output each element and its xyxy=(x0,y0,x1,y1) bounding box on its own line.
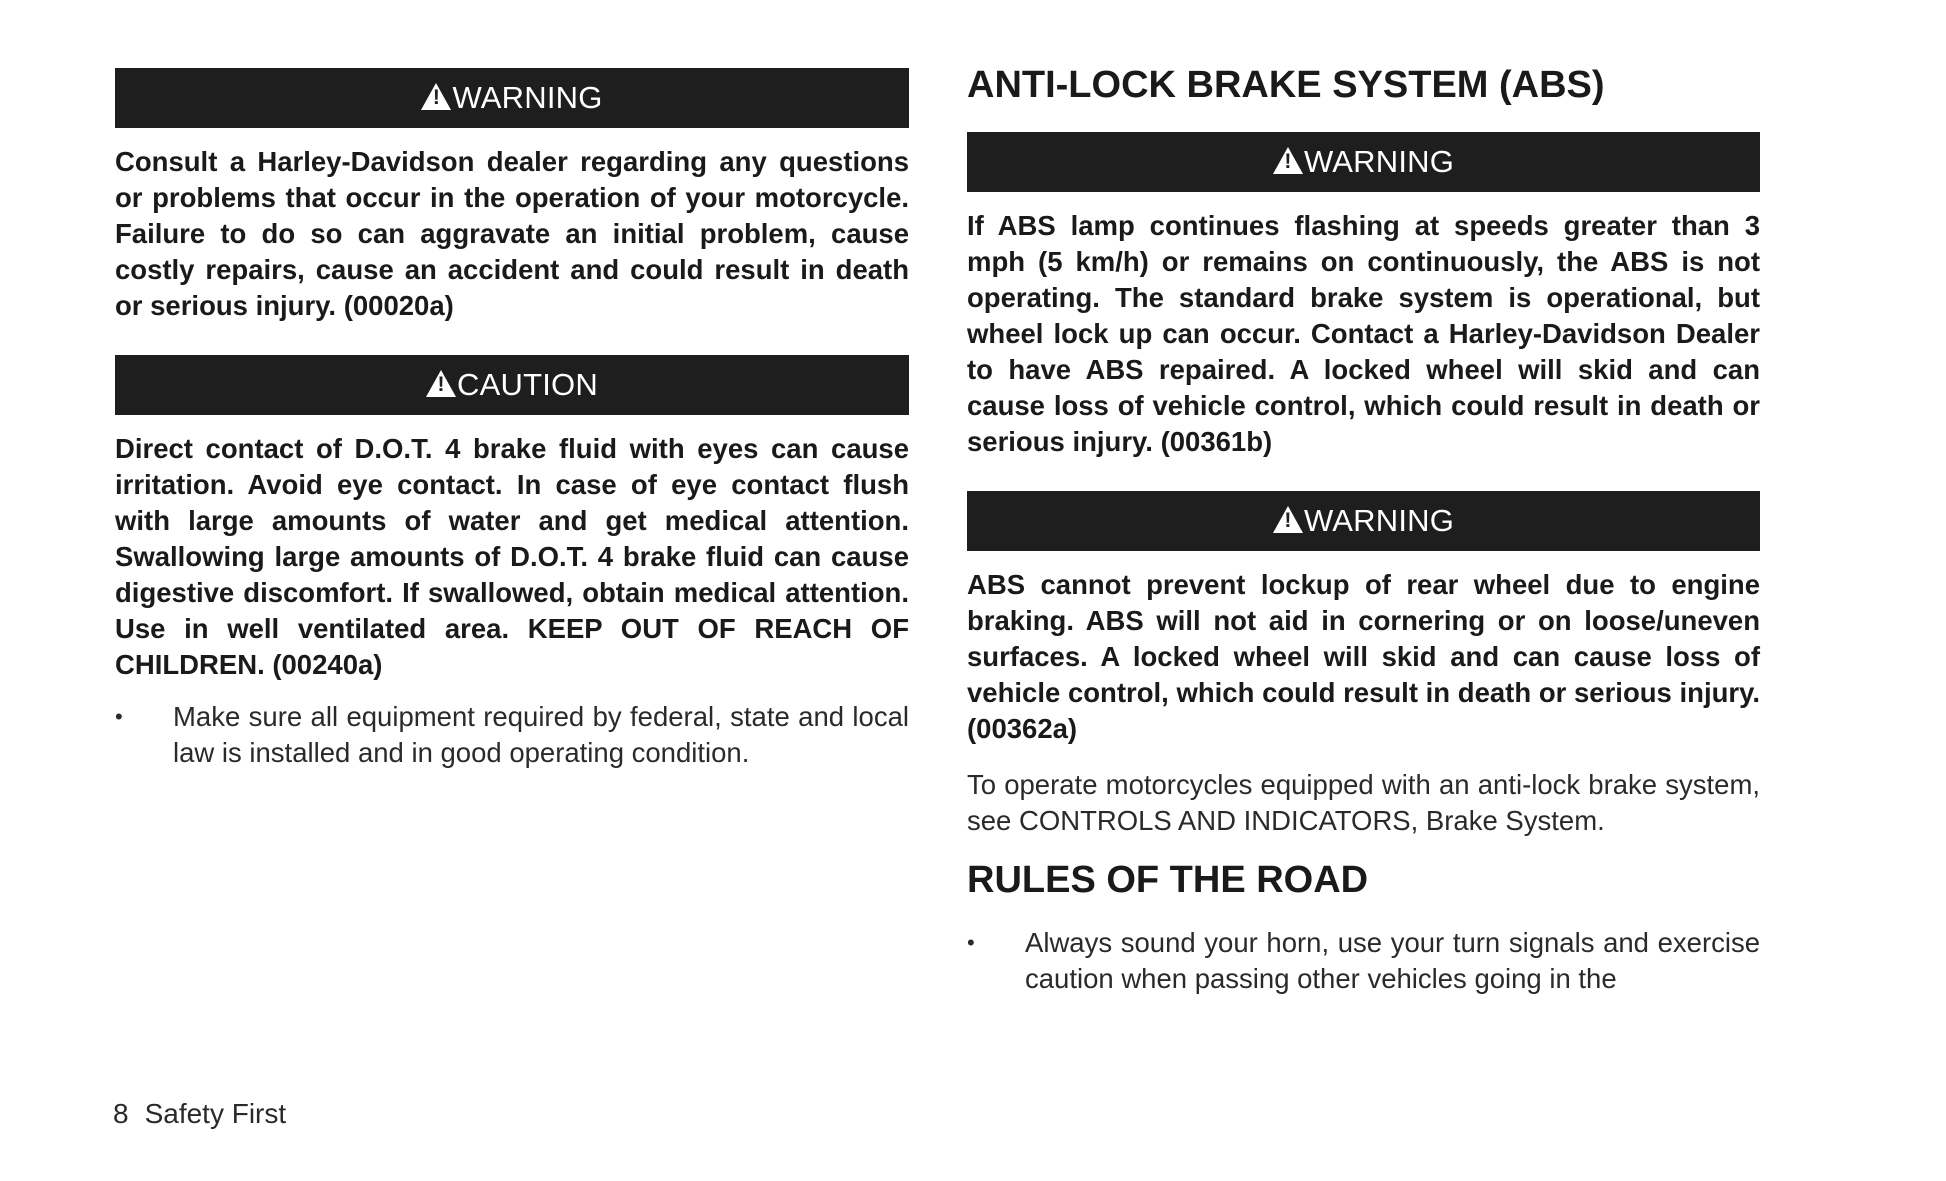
warning-text: If ABS lamp continues flashing at speeds greater than 3 mph (5 km/h) or remains on continuously, the ABS is not operating. The standard brake system is operational, but wheel lock up can occur. Contact a Harley-Davidson Dealer to have ABS repaired. A locked wheel will skid and can cause loss of vehicle control, which could result in death or serious injury. (00361b) xyxy=(967,210,1760,457)
footer-section-title: Safety First xyxy=(144,1098,287,1129)
list-item-text: Always sound your horn, use your turn signals and exercise caution when passing other vehicles going in the xyxy=(1025,927,1760,994)
warning-triangle-icon xyxy=(1273,506,1303,533)
caution-bar xyxy=(115,355,909,415)
warning-bar xyxy=(115,68,909,128)
warning-triangle-icon xyxy=(426,370,456,397)
abs-body-text: To operate motorcycles equipped with an anti-lock brake system, see CONTROLS AND INDICATORS, Brake System. xyxy=(967,769,1760,836)
warning-label: WARNING xyxy=(1303,144,1455,179)
page-number: 8 xyxy=(113,1098,129,1129)
section-heading-abs: ANTI-LOCK BRAKE SYSTEM (ABS) xyxy=(967,64,1605,106)
warning-label: WARNING xyxy=(1303,503,1455,538)
bullet-dot-icon: • xyxy=(967,930,975,955)
warning-bar xyxy=(967,491,1760,551)
caution-text: Direct contact of D.O.T. 4 brake fluid with eyes can cause irritation. Avoid eye contact. In case of eye contact flush with large amounts of water and get medical attention. Swallowing large amounts of D.O.T. 4 brake fluid can cause digestive discomfort. If swallowed, obtain medical attention. Use in well ventilated area. KEEP OUT OF REACH OF CHILDREN. (00240a) xyxy=(115,433,909,680)
section-heading-rules: RULES OF THE ROAD xyxy=(967,859,1369,901)
warning-bar xyxy=(967,132,1760,192)
caution-label: CAUTION xyxy=(457,367,598,402)
warning-text: ABS cannot prevent lockup of rear wheel due to engine braking. ABS will not aid in cornering or on loose/uneven surfaces. A locked wheel will skid and can cause loss of vehicle control, which could result in death or serious injury. (00362a) xyxy=(967,569,1760,744)
left-column xyxy=(115,0,909,771)
warning-label: WARNING xyxy=(452,80,603,115)
warning-triangle-icon xyxy=(1273,147,1303,174)
bullet-dot-icon: • xyxy=(115,704,123,729)
right-column xyxy=(967,0,1760,997)
list-item xyxy=(115,699,909,771)
list-item xyxy=(967,925,1760,997)
warning-text: Consult a Harley-Davidson dealer regarding any questions or problems that occur in the operation of your motorcycle. Failure to do so can aggravate an initial problem, cause costly repairs, cause an accident and could result in death or serious injury. (00020a) xyxy=(115,146,909,321)
page-footer xyxy=(113,1098,286,1130)
warning-triangle-icon xyxy=(421,83,451,110)
list-item-text: Make sure all equipment required by federal, state and local law is installed and in good operating condition. xyxy=(173,701,909,768)
